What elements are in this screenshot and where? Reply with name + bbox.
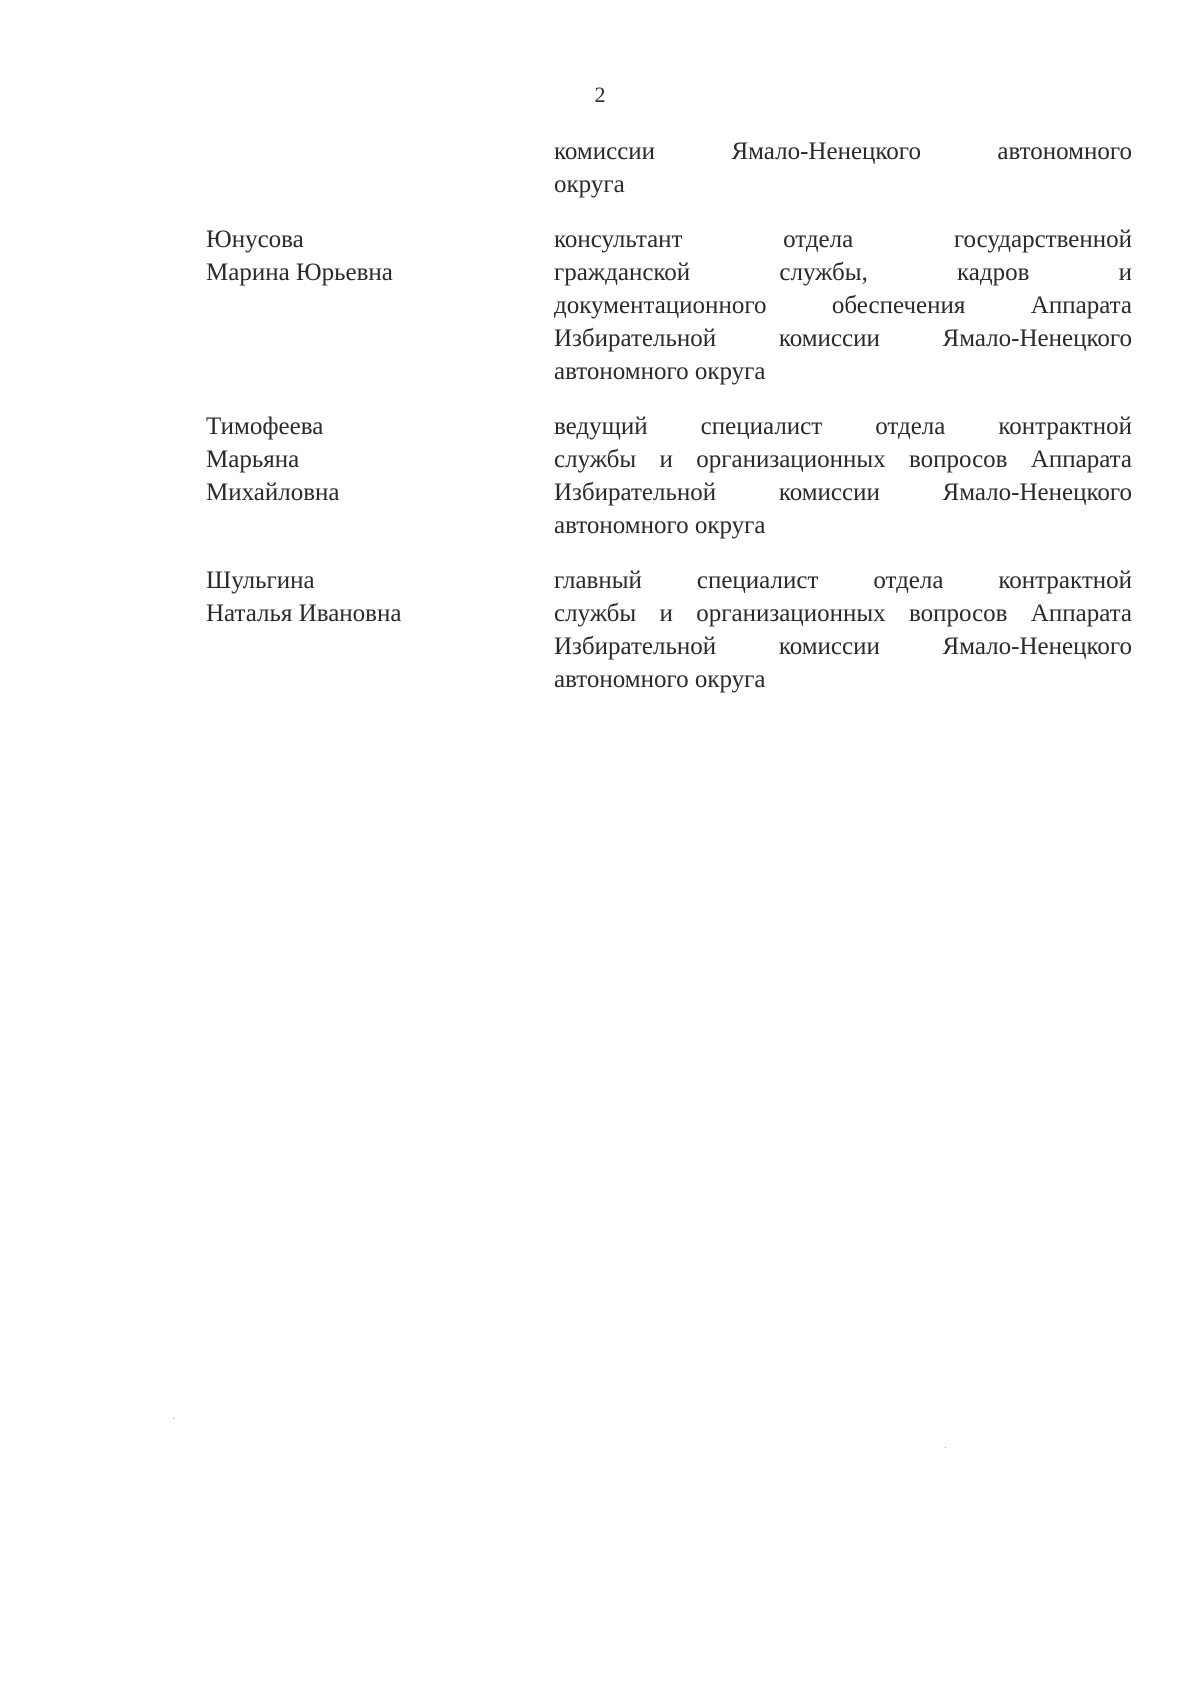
patronymic: Михайловна (206, 479, 340, 506)
surname: Юнусова (206, 226, 304, 253)
position-description (554, 223, 1132, 388)
position-line: комиссии Ямало-Ненецкого автономного (554, 138, 1132, 165)
position-description (554, 410, 1132, 542)
person-name (0, 135, 554, 201)
surname: Тимофеева (206, 413, 324, 440)
person-name (0, 410, 554, 542)
given-names: Марина Юрьевна (206, 259, 393, 286)
given-names: Наталья Ивановна (206, 600, 402, 627)
staff-entry (0, 410, 1200, 542)
surname: Шульгина (206, 567, 315, 594)
position-line: документационного обеспечения Аппарата (554, 292, 1132, 319)
position-line: службы и организационных вопросов Аппарата (554, 600, 1132, 627)
staff-list (0, 135, 1200, 718)
scan-artifact-dot (945, 1447, 946, 1448)
position-line: автономного округа (554, 512, 766, 539)
position-line: консультант отдела государственной (554, 226, 1132, 253)
page-number: 2 (594, 82, 606, 107)
position-line: автономного округа (554, 358, 766, 385)
position-line: ведущий специалист отдела контрактной (554, 413, 1132, 440)
position-line: гражданской службы, кадров и (554, 259, 1132, 286)
position-line: Избирательной комиссии Ямало-Ненецкого (554, 479, 1132, 506)
position-line: службы и организационных вопросов Аппарата (554, 446, 1132, 473)
position-line: Избирательной комиссии Ямало-Ненецкого (554, 633, 1132, 660)
scan-artifact-dot (173, 1418, 174, 1419)
position-line: главный специалист отдела контрактной (554, 567, 1132, 594)
position-description (554, 564, 1132, 696)
person-name (0, 564, 554, 696)
person-name (0, 223, 554, 388)
staff-entry (0, 564, 1200, 696)
position-line: автономного округа (554, 666, 766, 693)
position-line: Избирательной комиссии Ямало-Ненецкого (554, 325, 1132, 352)
position-line: округа (554, 171, 625, 198)
given-name: Марьяна (206, 446, 300, 473)
staff-entry (0, 223, 1200, 388)
staff-entry-continuation (0, 135, 1200, 201)
position-description (554, 135, 1132, 201)
